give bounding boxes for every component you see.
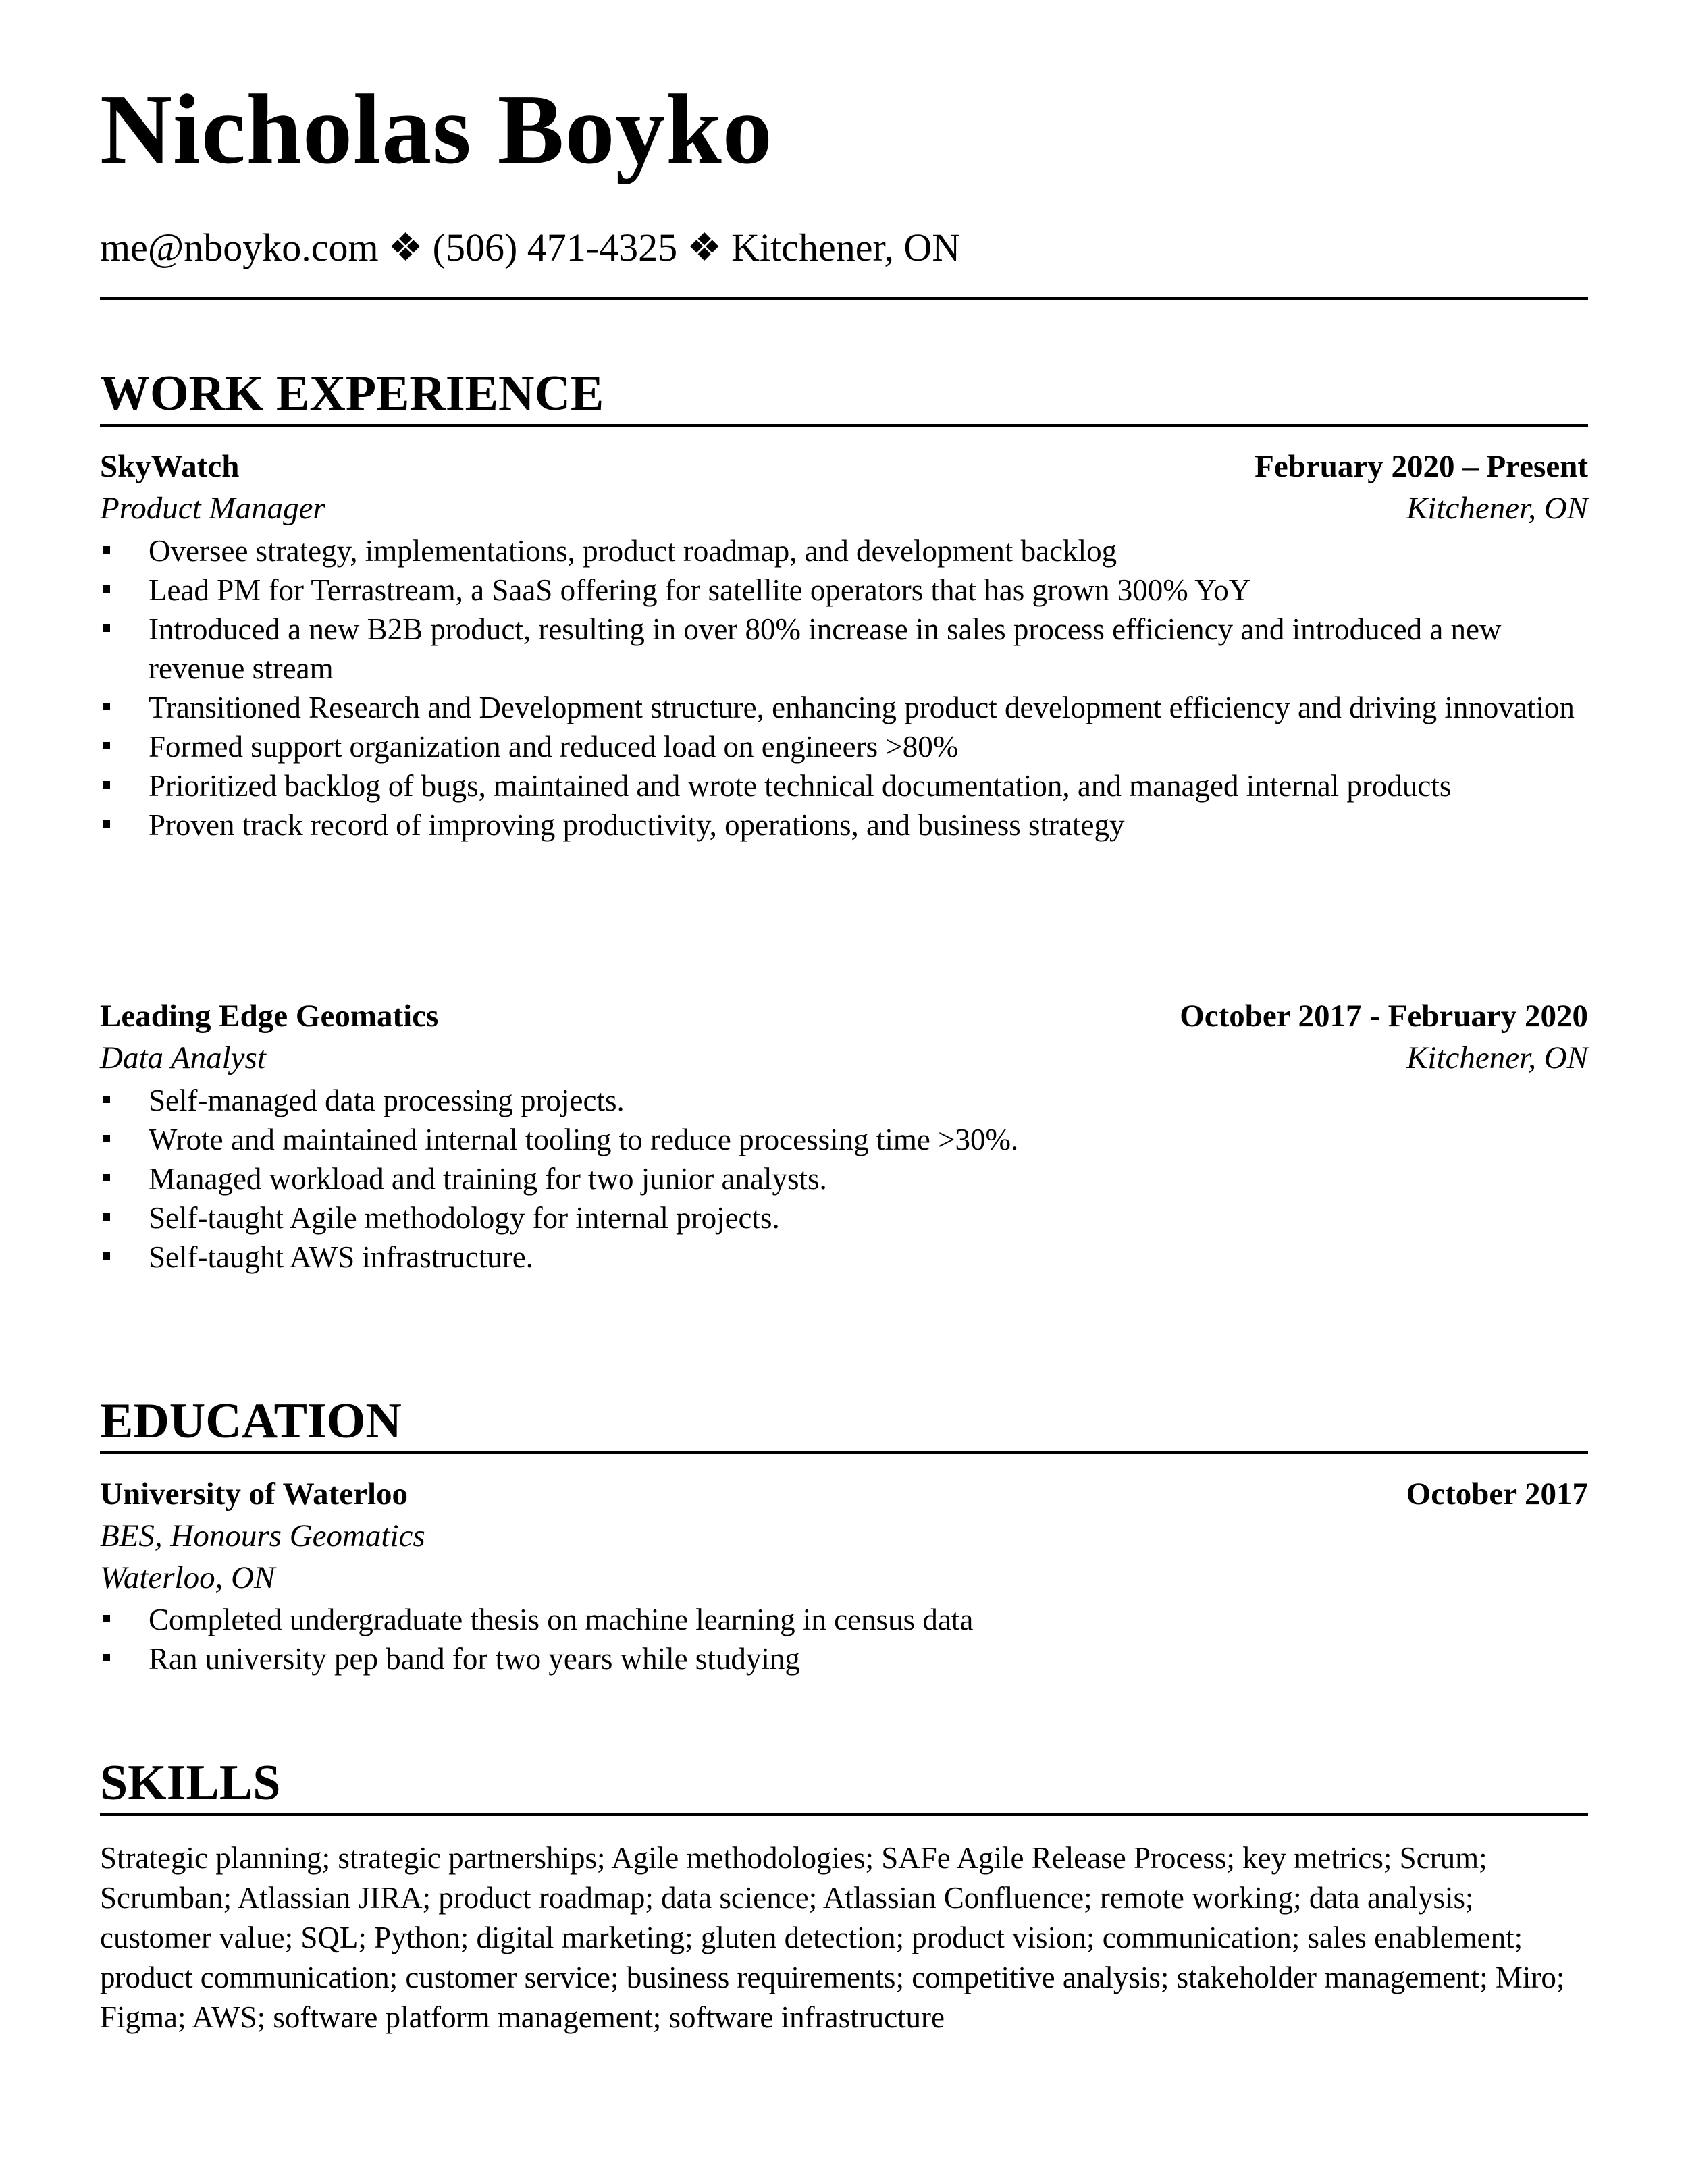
company-name: SkyWatch <box>100 449 240 484</box>
section-divider <box>100 424 1588 427</box>
list-item: Self-taught Agile methodology for internal projects. <box>100 1198 1588 1237</box>
list-item: Lead PM for Terrastream, a SaaS offering for satellite operators that has grown 300% YoY <box>100 570 1588 610</box>
list-item: Proven track record of improving productivity, operations, and business strategy <box>100 805 1588 845</box>
job-header-skywatch <box>100 451 1588 483</box>
candidate-name: Nicholas Boyko <box>100 74 773 185</box>
skills-text: Strategic planning; strategic partnerships; Agile methodologies; SAFe Agile Release Process; key metrics; Scrum; Scrumban; Atlassian JIRA; product roadmap; data science; Atlassian Confluence; remote working; data analysis; customer value; SQL; Python; digital marketing; gluten detection; product vision; communication; sales enablement; product communication; customer service; business requirements; competitive analysis; stakeholder management; Miro; Figma; AWS; software platform management; software infrastructure <box>100 1841 1565 2034</box>
company-name: Leading Edge Geomatics <box>100 998 439 1034</box>
education-degree-row <box>100 1520 1588 1552</box>
job-dates: February 2020 – Present <box>1255 449 1588 484</box>
square-bullet-icon <box>103 1615 110 1622</box>
square-bullet-icon <box>103 1096 110 1103</box>
job-bullets-skywatch <box>100 531 1588 845</box>
section-divider <box>100 1451 1588 1454</box>
list-item: Transitioned Research and Development structure, enhancing product development efficiency and driving innovation <box>100 688 1588 727</box>
email-link[interactable]: me@nboyko.com <box>100 225 379 269</box>
phone-number: (506) 471-4325 <box>432 225 678 269</box>
square-bullet-icon <box>103 624 110 632</box>
contact-line <box>100 225 961 269</box>
diamond-separator-icon: ❖ <box>687 225 722 269</box>
square-bullet-icon <box>103 1135 110 1142</box>
square-bullet-icon <box>103 742 110 749</box>
school-location: Waterloo, ON <box>100 1560 275 1595</box>
job-header-leading-edge <box>100 998 1588 1034</box>
education-header <box>100 1476 1588 1512</box>
job-location: Kitchener, ON <box>1406 491 1588 526</box>
list-item: Introduced a new B2B product, resulting in over 80% increase in sales process efficiency and introduced a new revenue stream <box>100 610 1588 688</box>
section-title-work-experience: WORK EXPERIENCE <box>100 366 604 421</box>
list-item: Oversee strategy, implementations, product roadmap, and development backlog <box>100 531 1588 570</box>
job-subheader-leading-edge <box>100 1042 1588 1074</box>
degree: BES, Honours Geomatics <box>100 1518 425 1553</box>
job-dates: October 2017 - February 2020 <box>1180 998 1588 1034</box>
square-bullet-icon <box>103 781 110 789</box>
square-bullet-icon <box>103 1174 110 1181</box>
square-bullet-icon <box>103 1213 110 1221</box>
square-bullet-icon <box>103 1654 110 1661</box>
list-item: Formed support organization and reduced load on engineers >80% <box>100 727 1588 766</box>
list-item: Self-taught AWS infrastructure. <box>100 1237 1588 1277</box>
education-location-row <box>100 1562 1588 1594</box>
list-item: Wrote and maintained internal tooling to reduce processing time >30%. <box>100 1120 1588 1159</box>
job-role: Product Manager <box>100 491 325 526</box>
list-item: Managed workload and training for two junior analysts. <box>100 1159 1588 1198</box>
diamond-separator-icon: ❖ <box>388 225 423 269</box>
square-bullet-icon <box>103 1252 110 1260</box>
graduation-date: October 2017 <box>1406 1476 1588 1512</box>
square-bullet-icon <box>103 820 110 828</box>
header-divider <box>100 297 1588 300</box>
education-bullets <box>100 1600 1588 1678</box>
square-bullet-icon <box>103 546 110 554</box>
job-subheader-skywatch <box>100 493 1588 525</box>
square-bullet-icon <box>103 585 110 593</box>
section-title-education: EDUCATION <box>100 1393 402 1449</box>
job-bullets-leading-edge <box>100 1081 1588 1277</box>
contact-location: Kitchener, ON <box>731 225 961 269</box>
section-divider <box>100 1813 1588 1816</box>
list-item: Ran university pep band for two years while studying <box>100 1639 1588 1678</box>
square-bullet-icon <box>103 703 110 710</box>
section-title-skills: SKILLS <box>100 1755 281 1811</box>
list-item: Completed undergraduate thesis on machine learning in census data <box>100 1600 1588 1639</box>
school-name: University of Waterloo <box>100 1476 408 1512</box>
job-location: Kitchener, ON <box>1406 1040 1588 1075</box>
list-item: Prioritized backlog of bugs, maintained and wrote technical documentation, and managed internal products <box>100 766 1588 805</box>
job-role: Data Analyst <box>100 1040 266 1075</box>
list-item: Self-managed data processing projects. <box>100 1081 1588 1120</box>
